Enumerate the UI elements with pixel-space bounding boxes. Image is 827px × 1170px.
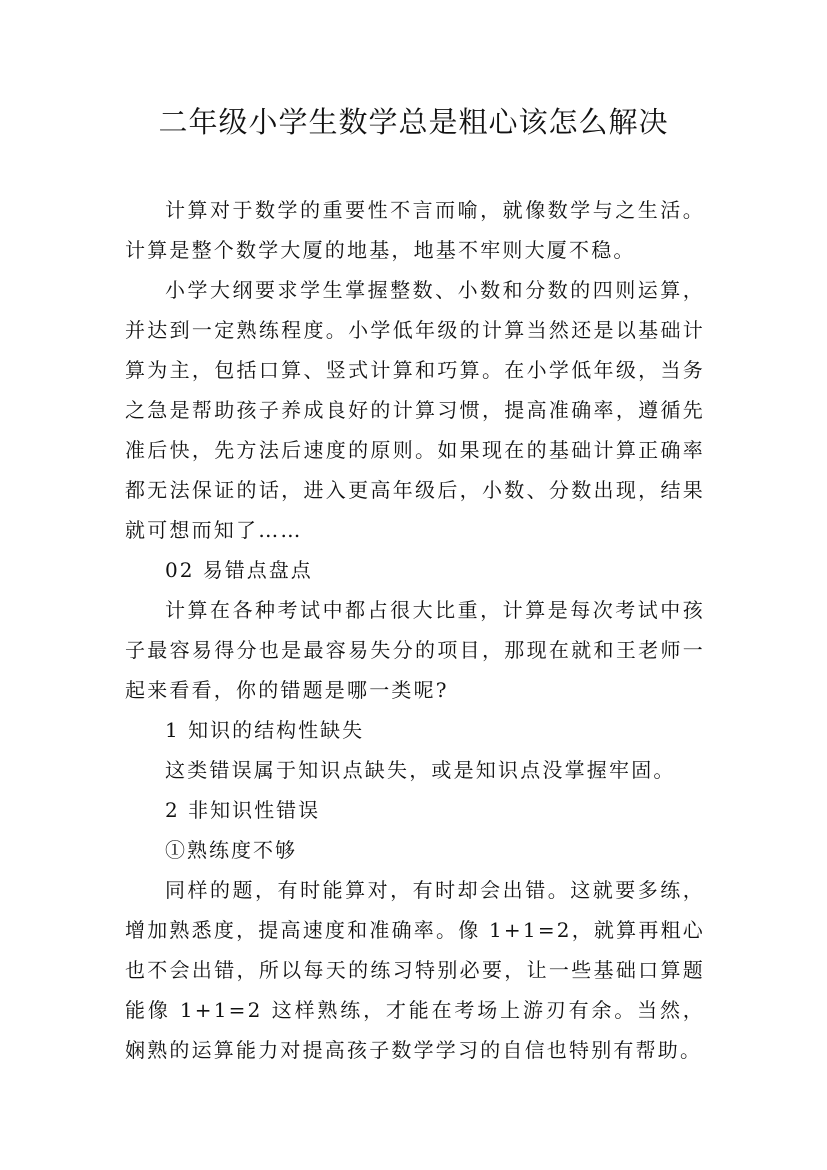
subheading-knowledge-gap: 1 知识的结构性缺失: [165, 718, 365, 742]
paragraph-practice: 同样的题，有时能算对，有时却会出错。这就要多练，增加熟悉度，提高速度和准确率。像 1+1=2，就算再粗心也不会出错，所以每天的练习特别必要，让一些基础口算题能像 1+1=2 这样熟练，才能在考场上游刃有余。当然，娴熟的运算能力对提高孩子数学学习的自信也特别有帮助。: [125, 878, 705, 1062]
paragraph-intro: 计算对于数学的重要性不言而喻，就像数学与之生活。计算是整个数学大厦的地基，地基不牢则大厦不稳。: [125, 198, 705, 262]
subheading-proficiency: ①熟练度不够: [165, 838, 297, 862]
document-title: 二年级小学生数学总是粗心该怎么解决: [158, 105, 669, 139]
paragraph-syllabus: 小学大纲要求学生掌握整数、小数和分数的四则运算，并达到一定熟练程度。小学低年级的计算当然还是以基础计算为主，包括口算、竖式计算和巧算。在小学低年级，当务之急是帮助孩子养成良好的计算习惯，提高准确率，遵循先准后快，先方法后速度的原则。如果现在的基础计算正确率都无法保证的话，进入更高年级后，小数、分数出现，结果就可想而知了……: [125, 278, 705, 542]
section-heading-error-points: 02 易错点盘点: [165, 558, 313, 582]
document-body: [125, 190, 705, 1070]
paragraph-knowledge-gap: 这类错误属于知识点缺失，或是知识点没掌握牢固。: [165, 758, 676, 782]
subheading-non-knowledge-errors: 2 非知识性错误: [165, 798, 321, 822]
paragraph-exam-weight: 计算在各种考试中都占很大比重，计算是每次考试中孩子最容易得分也是最容易失分的项目，那现在就和王老师一起来看看，你的错题是哪一类呢?: [125, 598, 705, 702]
